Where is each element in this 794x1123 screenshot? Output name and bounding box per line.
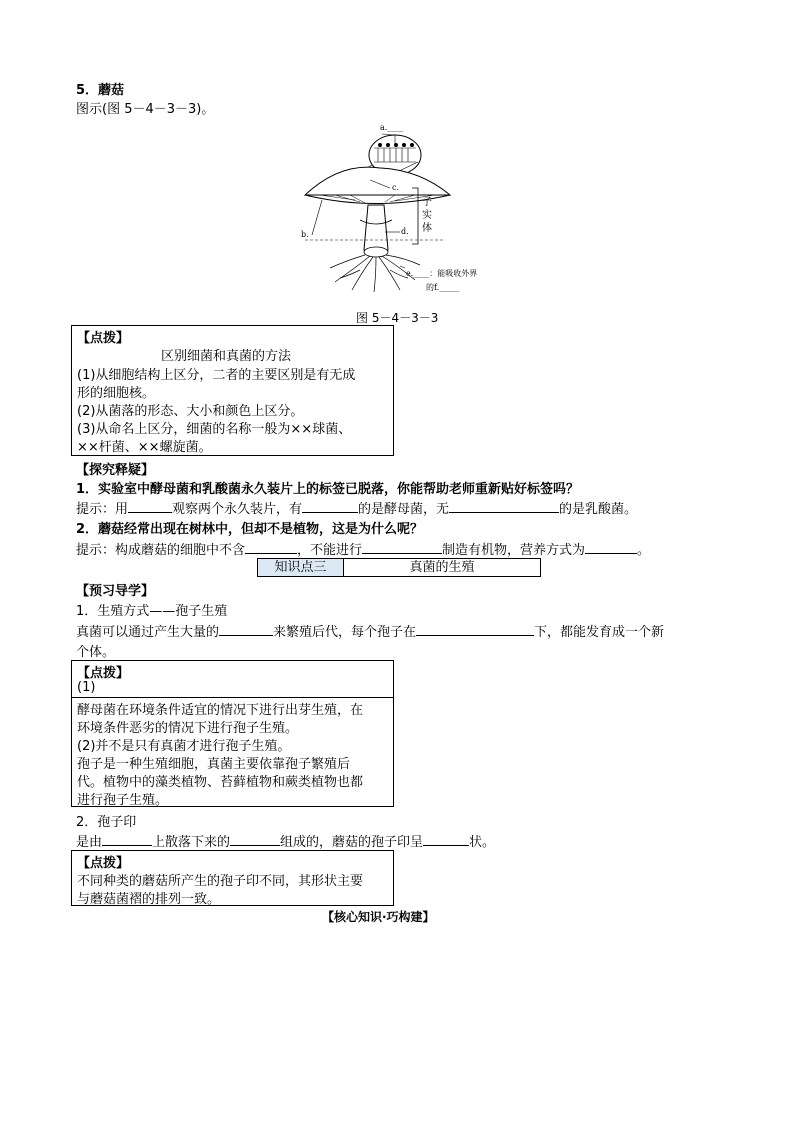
tip-header: 【点拨】 bbox=[77, 331, 130, 346]
mushroom-illustration bbox=[300, 120, 510, 300]
answer-blank[interactable] bbox=[245, 539, 297, 554]
item-text: 下，都能发育成一个新 bbox=[534, 625, 665, 640]
tip-line: (2)从菌落的形态、大小和颜色上区分。 bbox=[77, 404, 304, 419]
item-1-text-cont: 个体。 bbox=[76, 645, 116, 660]
hint-text: 的是乳酸菌。 bbox=[559, 502, 638, 517]
answer-blank[interactable] bbox=[362, 539, 442, 554]
item-text: 是由 bbox=[76, 835, 103, 850]
tip-line: 形的细胞核。 bbox=[77, 386, 156, 401]
figure-caption: 图 5－4－3－3 bbox=[356, 311, 439, 325]
tip-line: 孢子是一种生殖细胞，真菌主要依靠孢子繁殖后 bbox=[77, 757, 351, 772]
mushroom-figure bbox=[300, 120, 510, 300]
explore-header: 【探究释疑】 bbox=[76, 463, 155, 478]
answer-blank[interactable] bbox=[102, 831, 152, 846]
tip-line: 环境条件恶劣的情况下进行孢子生殖。 bbox=[77, 721, 299, 736]
label-f: 的f._____ bbox=[426, 283, 460, 292]
label-b: b. bbox=[301, 230, 309, 239]
label-a: a.____ bbox=[380, 123, 404, 132]
question-2: 2．蘑菇经常出现在树林中，但却不是植物，这是为什么呢？ bbox=[76, 522, 424, 537]
knowledge-title: 真菌的生殖 bbox=[409, 560, 475, 575]
item-text: 来繁殖后代，每个孢子在 bbox=[273, 625, 417, 640]
item-2-text bbox=[76, 831, 495, 850]
tip-header: 【点拨】 bbox=[77, 856, 130, 871]
tip-line: (1) bbox=[77, 680, 96, 695]
hint-text: 观察两个永久装片，有 bbox=[172, 502, 303, 517]
tip-box-2 bbox=[71, 660, 394, 807]
tip-box-3 bbox=[71, 850, 394, 906]
tip-line: 与蘑菇菌褶的排列一致。 bbox=[77, 892, 221, 907]
answer-blank[interactable] bbox=[423, 831, 469, 846]
bracket-label: 子实体 bbox=[422, 197, 432, 234]
core-knowledge-header: 【核心知识·巧构建】 bbox=[322, 910, 435, 924]
hint-text: 制造有机物，营养方式为 bbox=[442, 543, 586, 558]
hint-text: 提示：用 bbox=[76, 502, 129, 517]
item-1-text bbox=[76, 621, 664, 640]
hint-text: 的是酵母菌，无 bbox=[358, 502, 450, 517]
tip-line: (3)从命名上区分，细菌的名称一般为××球菌、 bbox=[77, 422, 352, 437]
question-1: 1．实验室中酵母菌和乳酸菌永久装片上的标签已脱落，你能帮助老师重新贴好标签吗？ bbox=[76, 482, 580, 497]
tip-line: 不同种类的蘑菇所产生的孢子印不同，其形状主要 bbox=[77, 874, 364, 889]
preview-header: 【预习导学】 bbox=[76, 584, 155, 599]
tip-header: 【点拨】 bbox=[77, 666, 130, 681]
tip-line: (1)从细胞结构上区分，二者的主要区别是有无成 bbox=[77, 368, 356, 383]
hint-text: 提示：构成蘑菇的细胞中不含 bbox=[76, 543, 246, 558]
answer-blank[interactable] bbox=[219, 621, 273, 636]
answer-blank[interactable] bbox=[302, 498, 358, 513]
knowledge-label: 知识点三 bbox=[258, 559, 344, 576]
answer-blank[interactable] bbox=[449, 498, 559, 513]
tip-line: (2)并不是只有真菌才进行孢子生殖。 bbox=[77, 739, 291, 754]
item-1-title: 1．生殖方式——孢子生殖 bbox=[76, 604, 228, 619]
tip-line: ××杆菌、××螺旋菌。 bbox=[77, 440, 212, 455]
section-heading: 5．蘑菇 bbox=[76, 83, 125, 98]
answer-blank[interactable] bbox=[585, 539, 637, 554]
item-text: 组成的，蘑菇的孢子印呈 bbox=[280, 835, 424, 850]
tip-line: 酵母菌在环境条件适宜的情况下进行出芽生殖，在 bbox=[77, 703, 364, 718]
answer-blank[interactable] bbox=[230, 831, 280, 846]
label-d: d. bbox=[401, 227, 409, 236]
answer-blank[interactable] bbox=[416, 621, 534, 636]
answer-blank[interactable] bbox=[128, 498, 172, 513]
tip-line: 代。植物中的藻类植物、苔藓植物和蕨类植物也都 bbox=[77, 775, 364, 790]
hint-2 bbox=[76, 539, 650, 558]
divider bbox=[72, 697, 393, 698]
label-c: c. bbox=[392, 183, 400, 192]
hint-1 bbox=[76, 498, 637, 517]
item-text: 上散落下来的 bbox=[152, 835, 231, 850]
hint-text: 。 bbox=[637, 543, 651, 558]
item-2-title: 2．孢子印 bbox=[76, 815, 137, 830]
tip-line: 进行孢子生殖。 bbox=[77, 793, 169, 808]
tip-title: 区别细菌和真菌的方法 bbox=[161, 349, 292, 364]
hint-text: ，不能进行 bbox=[297, 543, 363, 558]
tip-box-1 bbox=[71, 325, 394, 456]
knowledge-banner bbox=[257, 558, 541, 577]
item-text: 真菌可以通过产生大量的 bbox=[76, 625, 220, 640]
item-text: 状。 bbox=[469, 835, 496, 850]
label-e: e.____：能吸收外界 bbox=[406, 269, 478, 278]
figure-reference: 图示(图 5－4－3－3)。 bbox=[76, 102, 215, 117]
